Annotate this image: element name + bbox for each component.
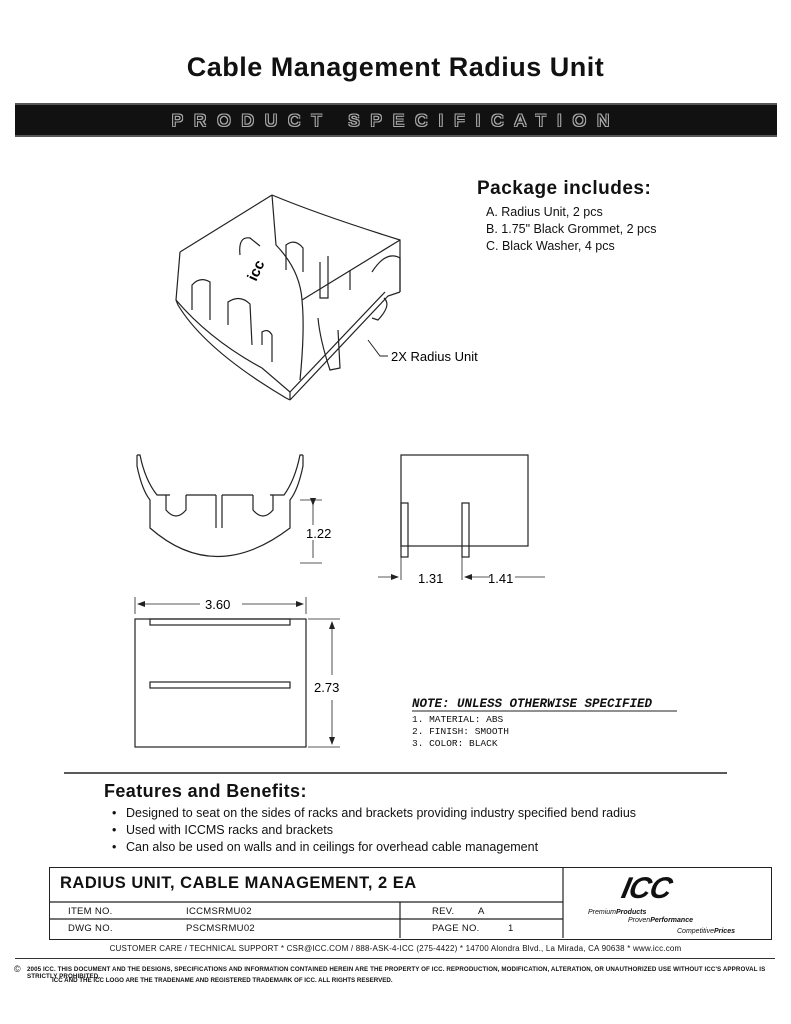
isometric-view (176, 195, 400, 400)
dwg-no-value: PSCMSRMU02 (186, 923, 255, 934)
tagline-2: ProvenPerformance (628, 917, 693, 924)
top-view (135, 597, 340, 747)
title-block-title: RADIUS UNIT, CABLE MANAGEMENT, 2 EA (60, 874, 417, 892)
package-item: B. 1.75" Black Grommet, 2 pcs (486, 222, 657, 236)
icc-logo: ICC (618, 872, 675, 905)
legal-line-1: 2005 ICC. THIS DOCUMENT AND THE DESIGNS, SPECIFICATIONS AND INFORMATION CONTAINED HEREIN ARE THE PROPERTY OF ICC. REPRODUCTION, MODIFICATION, ALTERATION, OR UNAUTHORIZED USE WITHOUT ICC'S APPROVAL IS STRICTLY PROHIBITED. (27, 966, 766, 980)
package-heading: Package includes: (477, 178, 652, 199)
dim-right: 1.41 (488, 571, 514, 586)
note-item: 1. MATERIAL: ABS (412, 714, 504, 725)
features-heading: Features and Benefits: (104, 781, 307, 801)
banner-text: PRODUCT SPECIFICATION (171, 111, 621, 130)
dim-left: 1.31 (418, 571, 444, 586)
front-view (137, 455, 322, 563)
page-no-label: PAGE NO. (432, 923, 480, 934)
feature-item: • Designed to seat on the sides of racks and brackets providing industry specified bend radius (112, 806, 636, 820)
dim-width: 3.60 (205, 597, 231, 612)
item-no-value: ICCMSRMU02 (186, 906, 252, 917)
footer-divider (15, 958, 775, 959)
package-item: C. Black Washer, 4 pcs (486, 239, 615, 253)
rev-label: REV. (432, 906, 455, 917)
copyright-symbol: © (14, 964, 21, 974)
side-view (378, 455, 545, 580)
feature-item: • Used with ICCMS racks and brackets (112, 823, 333, 837)
callout-label: 2X Radius Unit (391, 349, 478, 364)
dim-height: 1.22 (306, 526, 332, 541)
item-no-label: ITEM NO. (68, 906, 113, 917)
tagline-1: PremiumProducts (588, 909, 647, 916)
tagline-3: CompetitivePrices (677, 928, 735, 935)
iso-logo: icc (244, 257, 269, 284)
dwg-no-label: DWG NO. (68, 923, 113, 934)
customer-care: CUSTOMER CARE / TECHNICAL SUPPORT * CSR@ICC.COM / 888-ASK-4-ICC (275-4422) * 14700 Alondra Blvd., La Mirada, CA 90638 * www.icc.com (109, 944, 682, 953)
feature-item: • Can also be used on walls and in ceilings for overhead cable management (112, 840, 538, 854)
legal-line-2: ICC AND THE ICC LOGO ARE THE TRADENAME AND REGISTERED TRADEMARK OF ICC. ALL RIGHTS RESERVED. (52, 977, 393, 984)
note-item: 2. FINISH: SMOOTH (412, 726, 509, 737)
dim-depth: 2.73 (314, 680, 340, 695)
page-no-value: 1 (508, 923, 514, 934)
package-item: A. Radius Unit, 2 pcs (486, 205, 603, 219)
rev-value: A (478, 906, 485, 917)
note-heading: NOTE: UNLESS OTHERWISE SPECIFIED (412, 697, 653, 711)
page-title: Cable Management Radius Unit (186, 52, 605, 82)
note-item: 3. COLOR: BLACK (412, 738, 498, 749)
